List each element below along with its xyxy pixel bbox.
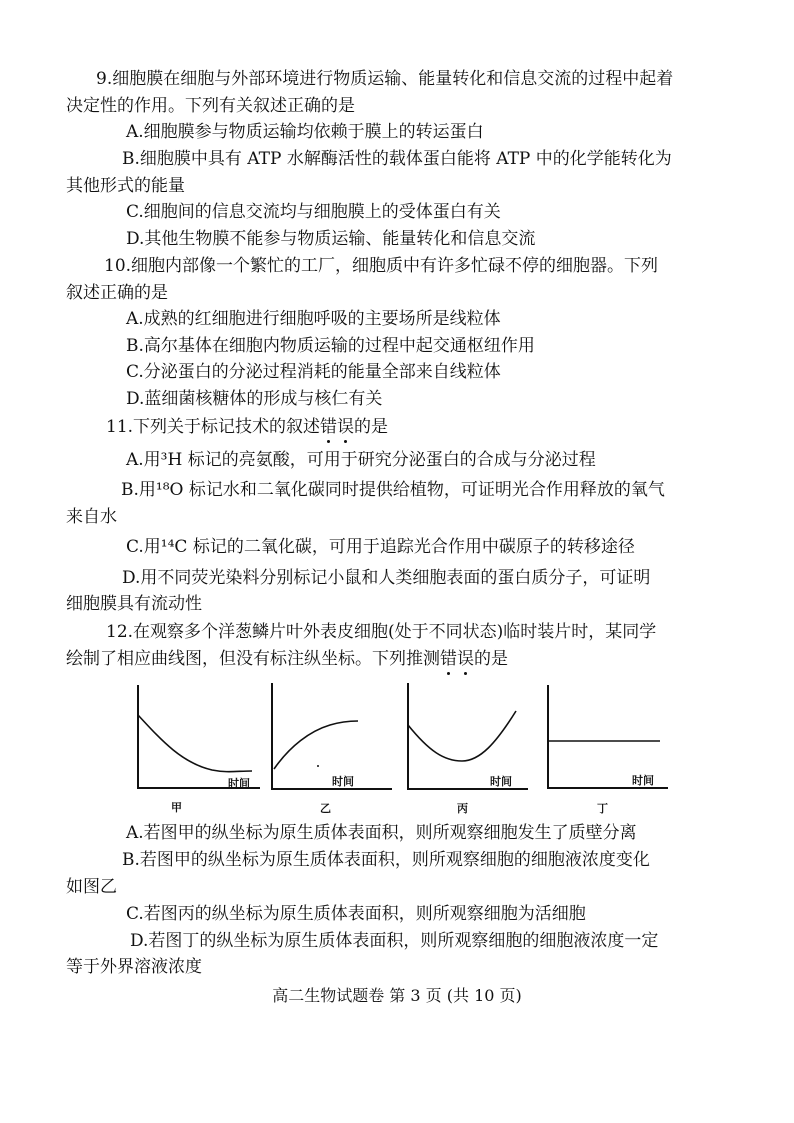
- q10-option-b: B.高尔基体在细胞内物质运输的过程中起交通枢纽作用: [126, 336, 535, 356]
- graph-ding-svg: [544, 683, 674, 793]
- graph-ding: [544, 683, 674, 793]
- graph-yi: [268, 681, 398, 791]
- q11-stem-post: 的是: [354, 417, 389, 437]
- graph-bing-xlabel: 时间: [490, 775, 512, 788]
- q12-option-d-line-2: 等于外界溶液浓度: [66, 957, 202, 977]
- graph-ding-caption: 丁: [597, 802, 608, 815]
- graph-bing-svg: [404, 681, 534, 791]
- q11-stem: [106, 416, 388, 438]
- q11-stem-pre: 11.下列关于标记技术的叙述: [106, 417, 321, 437]
- q9-option-c: C.细胞间的信息交流均与细胞膜上的受体蛋白有关: [126, 202, 501, 222]
- q11-emphasis-1: 错: [320, 417, 338, 437]
- q10-stem-line-2: 叙述正确的是: [66, 283, 168, 303]
- q12-stem-line-2: [66, 648, 508, 670]
- q12-option-a: A.若图甲的纵坐标为原生质体表面积，则所观察细胞发生了质壁分离: [126, 823, 637, 843]
- graph-bing: [404, 681, 534, 791]
- q9-stem-line-2: 决定性的作用。下列有关叙述正确的是: [66, 96, 355, 116]
- q11-option-d-line-1: D.用不同荧光染料分别标记小鼠和人类细胞表面的蛋白质分子，可证明: [122, 568, 651, 588]
- q11-option-a: A.用³H 标记的亮氨酸，可用于研究分泌蛋白的合成与分泌过程: [126, 450, 596, 470]
- q9-option-d: D.其他生物膜不能参与物质运输、能量转化和信息交流: [126, 229, 536, 249]
- q12-option-b-line-2: 如图乙: [66, 877, 117, 897]
- q12-stem-post: 的是: [474, 649, 508, 669]
- q9-option-a: A.细胞膜参与物质运输均依赖于膜上的转运蛋白: [126, 122, 484, 142]
- q9-stem-line-1: 9.细胞膜在细胞与外部环境进行物质运输、能量转化和信息交流的过程中起着: [96, 69, 674, 89]
- graph-yi-curve: [274, 721, 358, 769]
- q12-emphasis-1: 错: [440, 649, 457, 669]
- page-footer: 高二生物试题卷 第 3 页 (共 10 页): [272, 986, 522, 1005]
- q12-stem-line-1: 12.在观察多个洋葱鳞片叶外表皮细胞(处于不同状态)临时装片时，某同学: [106, 622, 657, 642]
- q11-option-b-line-1: B.用¹⁸O 标记水和二氧化碳同时提供给植物，可证明光合作用释放的氧气: [121, 480, 665, 500]
- graph-jia-xlabel: 时间: [228, 777, 250, 790]
- graph-ding-xlabel: 时间: [632, 774, 654, 787]
- graph-bing-curve: [408, 711, 516, 761]
- q10-stem-line-1: 10.细胞内部像一个繁忙的工厂，细胞质中有许多忙碌不停的细胞器。下列: [104, 256, 659, 276]
- q12-option-b-line-1: B.若图甲的纵坐标为原生质体表面积，则所观察细胞的细胞液浓度变化: [122, 850, 650, 870]
- q9-option-b-line-2: 其他形式的能量: [66, 176, 185, 196]
- q10-option-a: A.成熟的红细胞进行细胞呼吸的主要场所是线粒体: [126, 309, 501, 329]
- q12-emphasis-2: 误: [457, 649, 474, 669]
- graph-yi-xlabel: 时间: [332, 775, 354, 788]
- q12-option-c: C.若图丙的纵坐标为原生质体表面积，则所观察细胞为活细胞: [126, 904, 586, 924]
- graph-jia-curve: [138, 715, 252, 772]
- q11-option-b-line-2: 来自水: [66, 507, 117, 527]
- q9-option-b-line-1: B.细胞膜中具有 ATP 水解酶活性的载体蛋白能将 ATP 中的化学能转化为: [122, 149, 672, 169]
- graph-yi-caption: 乙: [320, 802, 331, 815]
- graph-bing-caption: 丙: [457, 802, 468, 815]
- q11-emphasis-2: 误: [337, 417, 355, 437]
- q10-option-d: D.蓝细菌核糖体的形成与核仁有关: [126, 389, 383, 409]
- graph-jia: [132, 683, 262, 793]
- q12-option-d-line-1: D.若图丁的纵坐标为原生质体表面积，则所观察细胞的细胞液浓度一定: [130, 931, 659, 951]
- q11-option-c: C.用¹⁴C 标记的二氧化碳，可用于追踪光合作用中碳原子的转移途径: [126, 537, 635, 557]
- q12-stem-pre: 绘制了相应曲线图，但没有标注纵坐标。下列推测: [66, 649, 440, 669]
- graph-jia-axes: [138, 685, 260, 788]
- q11-option-d-line-2: 细胞膜具有流动性: [66, 594, 202, 614]
- q10-option-c: C.分泌蛋白的分泌过程消耗的能量全部来自线粒体: [126, 362, 501, 382]
- graph-jia-caption: 甲: [171, 801, 182, 814]
